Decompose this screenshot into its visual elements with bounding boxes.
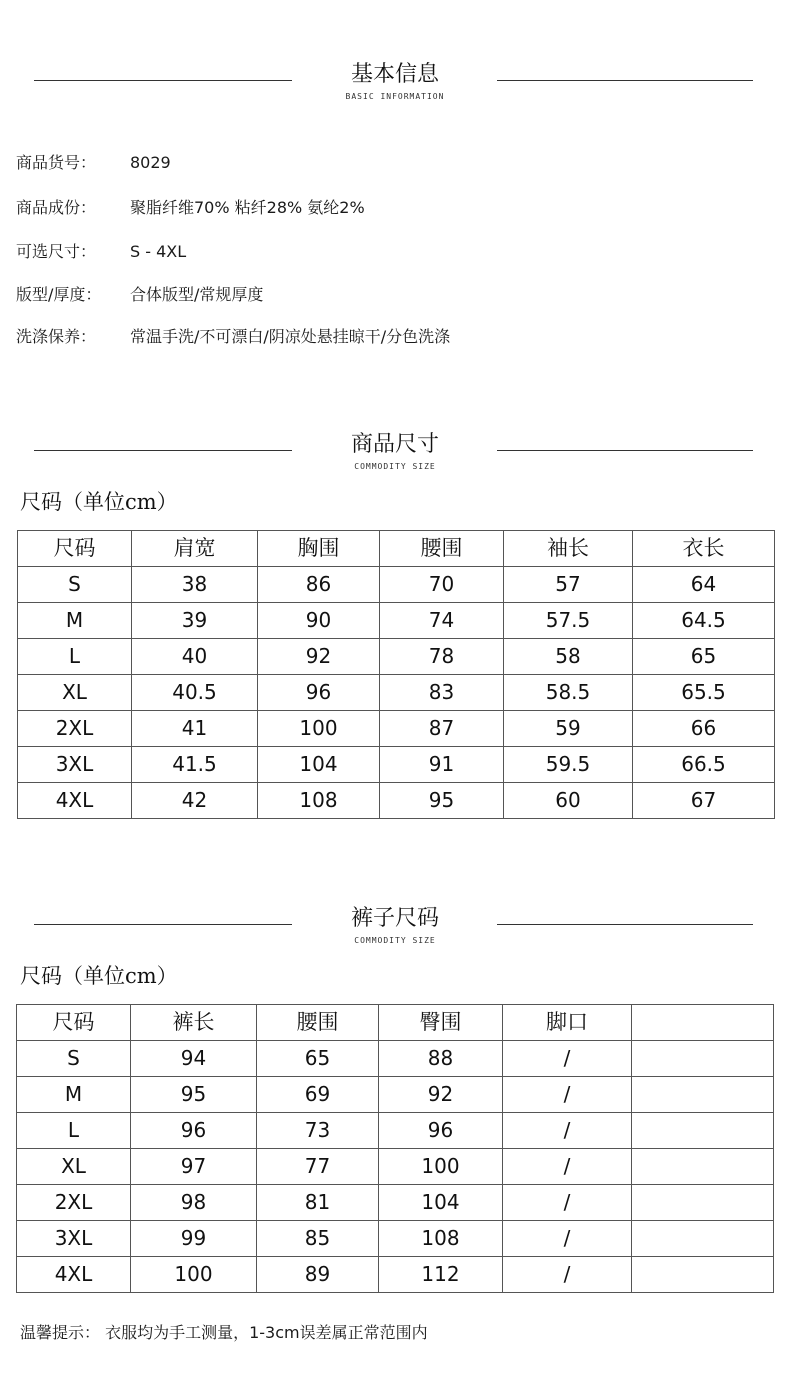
header-cell: 臀围 [379,1005,503,1041]
table-cell [632,1041,774,1077]
table-cell: 59 [504,711,633,747]
table-cell: 77 [257,1149,379,1185]
table-cell: 59.5 [504,747,633,783]
table-cell: 96 [131,1113,257,1149]
table-cell: 40 [132,639,258,675]
table-row [17,1041,774,1077]
section-title: 基本信息 [350,62,439,87]
table-row [17,1221,774,1257]
table-cell [632,1077,774,1113]
table-row [17,1077,774,1113]
table-cell: M [17,1077,131,1113]
table-cell: 91 [380,747,504,783]
table-cell: 97 [131,1149,257,1185]
divider-right [497,450,753,451]
table-row [18,747,775,783]
header-cell: 尺码 [17,1005,131,1041]
table-cell: XL [18,675,132,711]
table-cell: 86 [258,567,380,603]
table-row [17,1149,774,1185]
table-cell: XL [17,1149,131,1185]
table-cell: 42 [132,783,258,819]
table-cell: 64 [633,567,775,603]
table-cell: 65 [257,1041,379,1077]
section-title: 商品尺寸 [350,432,439,457]
table-cell: 81 [257,1185,379,1221]
header-cell: 袖长 [504,531,633,567]
table-row [18,675,775,711]
table-cell: 94 [131,1041,257,1077]
table-row [17,1113,774,1149]
info-value: 8029 [130,153,171,172]
table-cell: 96 [379,1113,503,1149]
header-cell: 腰围 [257,1005,379,1041]
section-subtitle: COMMODITY SIZE [354,462,436,471]
table-cell [632,1113,774,1149]
header-cell: 尺码 [18,531,132,567]
table-cell: 65 [633,639,775,675]
table-cell: 100 [131,1257,257,1293]
table-cell: / [503,1149,632,1185]
header-cell [632,1005,774,1041]
table-cell: S [18,567,132,603]
table-cell: / [503,1113,632,1149]
table-cell: 100 [258,711,380,747]
table-cell: 104 [379,1185,503,1221]
table-cell: M [18,603,132,639]
table-cell: L [17,1113,131,1149]
table-cell [632,1149,774,1185]
unit-label: 尺码（单位cm） [20,490,178,514]
table-cell: 41 [132,711,258,747]
table-cell: 2XL [18,711,132,747]
pants-size-header [0,906,790,956]
table-cell: 73 [257,1113,379,1149]
header-cell: 衣长 [633,531,775,567]
table-row [18,639,775,675]
table-header-row [17,1005,774,1041]
header-cell: 肩宽 [132,531,258,567]
table-cell: 96 [258,675,380,711]
table-row [18,603,775,639]
table-cell: / [503,1185,632,1221]
table-cell: 3XL [17,1221,131,1257]
table-row [18,567,775,603]
table-cell: 98 [131,1185,257,1221]
table-cell: L [18,639,132,675]
table-cell: S [17,1041,131,1077]
header-cell: 腰围 [380,531,504,567]
table-cell: 4XL [18,783,132,819]
table-row [17,1185,774,1221]
header-cell: 胸围 [258,531,380,567]
info-value: S - 4XL [130,242,187,261]
table-cell: 99 [131,1221,257,1257]
table-cell: 92 [258,639,380,675]
table-cell: 78 [380,639,504,675]
unit-label: 尺码（单位cm） [20,964,178,988]
table-header-row [18,531,775,567]
table-cell: 41.5 [132,747,258,783]
table-cell: 40.5 [132,675,258,711]
table-cell: 95 [131,1077,257,1113]
commodity-size-header [0,432,790,482]
table-cell: 108 [379,1221,503,1257]
table-cell: / [503,1077,632,1113]
table-cell [632,1185,774,1221]
table-cell: 64.5 [633,603,775,639]
table-cell: 83 [380,675,504,711]
table-cell: / [503,1221,632,1257]
table-cell: 70 [380,567,504,603]
table-cell: 4XL [17,1257,131,1293]
table-row [17,1257,774,1293]
table-cell: 60 [504,783,633,819]
section-subtitle: COMMODITY SIZE [354,936,436,945]
top-size-table [17,530,775,819]
table-cell: 38 [132,567,258,603]
measurement-tip: 温馨提示： 衣服均为手工测量，1-3cm误差属正常范围内 [20,1323,428,1342]
pants-size-table [16,1004,774,1293]
info-label: 商品成份： [16,198,97,217]
table-cell: 66.5 [633,747,775,783]
table-row [18,783,775,819]
info-label: 商品货号： [16,153,97,172]
table-cell: 88 [379,1041,503,1077]
table-cell: 90 [258,603,380,639]
table-cell: 2XL [17,1185,131,1221]
table-cell [632,1221,774,1257]
table-cell: 104 [258,747,380,783]
info-label: 洗涤保养： [16,327,97,346]
table-row [18,711,775,747]
table-cell: 89 [257,1257,379,1293]
info-label: 版型/厚度： [16,285,102,304]
info-value: 聚脂纤维70% 粘纤28% 氨纶2% [130,198,365,217]
table-cell: 85 [257,1221,379,1257]
table-cell: 67 [633,783,775,819]
section-subtitle: BASIC INFORMATION [345,92,445,101]
basic-info-header [0,62,790,112]
table-cell: 58 [504,639,633,675]
table-cell: 39 [132,603,258,639]
info-label: 可选尺寸： [16,242,97,261]
table-cell: 57.5 [504,603,633,639]
table-cell: 100 [379,1149,503,1185]
table-cell: 92 [379,1077,503,1113]
table-cell: 65.5 [633,675,775,711]
table-cell [632,1257,774,1293]
table-cell: 3XL [18,747,132,783]
table-cell: / [503,1257,632,1293]
table-cell: 69 [257,1077,379,1113]
header-cell: 裤长 [131,1005,257,1041]
table-cell: / [503,1041,632,1077]
table-cell: 95 [380,783,504,819]
divider-right [497,924,753,925]
table-cell: 66 [633,711,775,747]
info-value: 合体版型/常规厚度 [130,285,264,304]
table-cell: 74 [380,603,504,639]
table-cell: 108 [258,783,380,819]
section-title: 裤子尺码 [350,906,439,931]
header-cell: 脚口 [503,1005,632,1041]
divider-right [497,80,753,81]
table-cell: 57 [504,567,633,603]
info-value: 常温手洗/不可漂白/阴凉处悬挂晾干/分色洗涤 [130,327,451,346]
table-cell: 87 [380,711,504,747]
table-cell: 58.5 [504,675,633,711]
table-cell: 112 [379,1257,503,1293]
